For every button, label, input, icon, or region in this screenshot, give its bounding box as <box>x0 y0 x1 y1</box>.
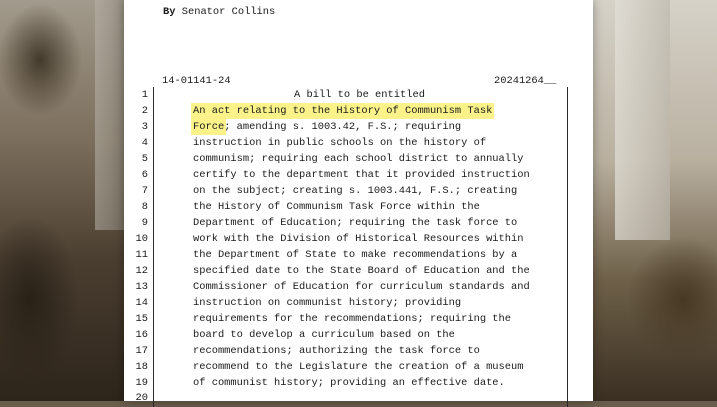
bill-line: Commissioner of Education for curriculum standards and <box>193 281 530 293</box>
bill-line: the Department of State to make recommendations by a <box>193 249 518 261</box>
line-number: 14 <box>135 297 148 309</box>
bill-line: work with the Division of Historical Resources within <box>193 233 524 245</box>
bill-title: A bill to be entitled <box>294 89 425 101</box>
bill-line: specified date to the State Board of Education and the <box>193 265 530 277</box>
line-number: 15 <box>135 313 148 325</box>
bill-code: 14-01141-24 <box>162 75 231 87</box>
sponsor-name: Senator Collins <box>181 6 276 18</box>
line-number: 11 <box>135 249 148 261</box>
sponsor-prefix: By <box>163 6 176 18</box>
bill-line: instruction in public schools on the history of <box>193 137 487 149</box>
bill-line: on the subject; creating s. 1003.441, F.S.; creating <box>193 185 518 197</box>
highlighted-text: An act relating to the History of Communism Task <box>193 105 493 117</box>
line-number: 10 <box>135 233 148 245</box>
line-number: 3 <box>141 121 148 133</box>
bill-line: Department of Education; requiring the task force to <box>193 217 518 229</box>
line-number: 2 <box>141 105 148 117</box>
bill-line: of communist history; providing an effective date. <box>193 377 505 389</box>
line-number: 18 <box>135 361 148 373</box>
line-number: 5 <box>141 153 148 165</box>
bill-line: communism; requiring each school district to annually <box>193 153 524 165</box>
bill-line: instruction on communist history; providing <box>193 297 462 309</box>
line-number: 1 <box>141 89 148 101</box>
bill-line: recommend to the Legislature the creation of a museum <box>193 361 524 373</box>
bill-line <box>193 105 492 117</box>
bill-line: certify to the department that it provided instruction <box>193 169 530 181</box>
line-number: 4 <box>141 137 148 149</box>
line-number: 9 <box>141 217 148 229</box>
line-number: 20 <box>135 392 148 404</box>
bill-line <box>193 121 461 133</box>
background-building-left <box>95 0 125 230</box>
line-number: 6 <box>141 169 148 181</box>
bill-line: requirements for the recommendations; requiring the <box>193 313 512 325</box>
bill-line: board to develop a curriculum based on the <box>193 329 455 341</box>
line-number-divider <box>153 87 154 407</box>
line-number: 16 <box>135 329 148 341</box>
line-number: 13 <box>135 281 148 293</box>
line-number: 7 <box>141 185 148 197</box>
bill-line: the History of Communism Task Force within the <box>193 201 480 213</box>
line-text-rest: ; amending s. 1003.42, F.S.; requiring <box>224 121 462 133</box>
line-number: 8 <box>141 201 148 213</box>
line-number: 19 <box>135 377 148 389</box>
background-building-right <box>615 0 670 240</box>
right-margin-rule <box>567 87 568 407</box>
bill-number: 20241264__ <box>494 75 557 87</box>
line-number: 17 <box>135 345 148 357</box>
highlighted-text: Force <box>193 121 225 133</box>
bill-line: recommendations; authorizing the task force to <box>193 345 480 357</box>
sponsor-line <box>163 6 275 18</box>
line-number: 12 <box>135 265 148 277</box>
